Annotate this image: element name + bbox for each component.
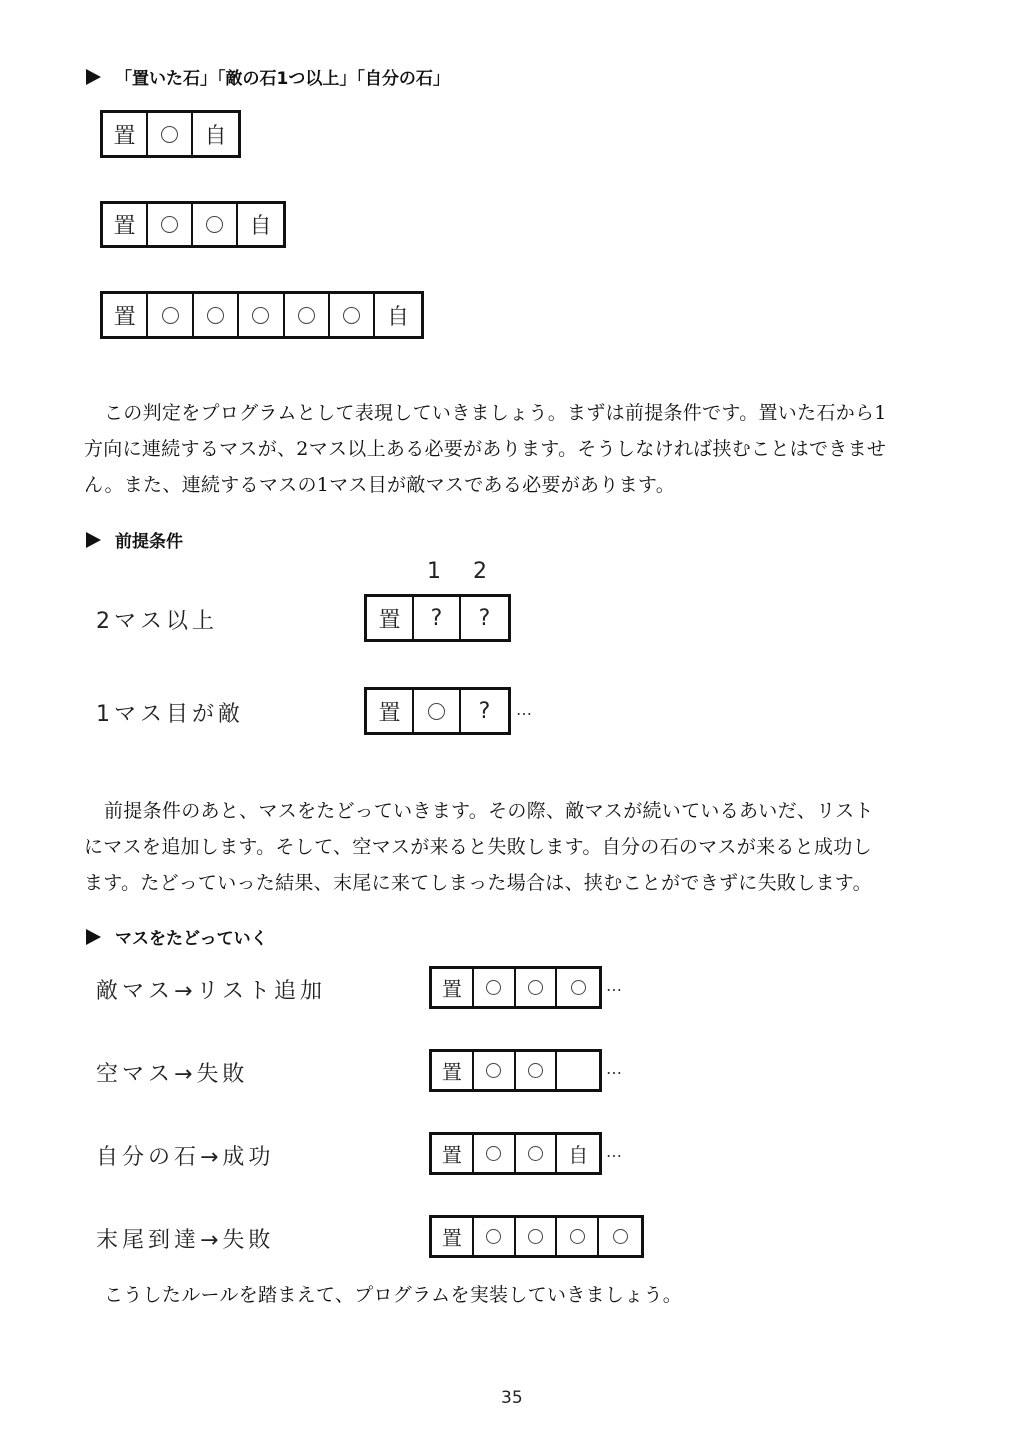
unknown-cell: ? [478,605,491,631]
placed-stone-cell: 置 [103,113,148,155]
traversal-label-enemy-add: 敵マス→リスト追加 [96,979,326,1004]
enemy-stone-icon [428,703,445,720]
enemy-stone-cell [474,1135,516,1172]
enemy-stone-cell [414,690,461,732]
enemy-stone-icon [162,307,179,324]
enemy-stone-cell [239,294,284,336]
paragraph-traversal-intro [84,793,944,901]
ellipsis: … [606,1142,623,1161]
enemy-stone-icon [206,216,223,233]
enemy-stone-cell [474,1052,516,1089]
section-heading-preconditions [86,527,183,552]
enemy-stone-cell [194,294,239,336]
enemy-stone-cell [148,294,193,336]
heading-text: 前提条件 [115,532,183,552]
enemy-stone-icon [161,126,178,143]
own-stone-cell: 自 [568,1143,589,1167]
enemy-stone-icon [528,1063,543,1078]
precondition-label-two-or-more: 2マス以上 [96,609,218,634]
traversal-label-empty-fail: 空マス→失敗 [96,1062,249,1087]
own-stone-cell: 自 [249,214,272,239]
enemy-stone-cell [148,204,193,245]
enemy-stone-icon [486,1146,501,1161]
traversal-board-own-success [429,1132,602,1175]
traversal-label-end-fail: 末尾到達→失敗 [96,1228,275,1253]
enemy-stone-cell [599,1218,641,1255]
enemy-stone-icon [161,216,178,233]
enemy-stone-cell [516,1135,558,1172]
enemy-stone-icon [343,307,360,324]
section-heading-stones [86,64,450,89]
paragraph-line: この判定をプログラムとして表現していきましょう。まずは前提条件です。置いた石から1 [104,402,887,424]
board-row-5-enemies [100,291,424,339]
traversal-board-end-fail [429,1215,644,1258]
empty-cell [557,1052,599,1089]
precondition-label-first-enemy: 1マス目が敵 [96,702,244,727]
unknown-cell: ? [478,698,491,724]
enemy-stone-icon [486,1063,501,1078]
ellipsis: … [606,1059,623,1078]
enemy-stone-icon [528,1146,543,1161]
closing-paragraph: こうしたルールを踏まえて、プログラムを実装していきましょう。 [104,1284,683,1306]
enemy-stone-icon [298,307,315,324]
enemy-stone-icon [528,980,543,995]
paragraph-line: ん。また、連続するマスの1マス目が敵マスである必要があります。 [84,474,676,496]
traversal-board-empty-fail [429,1049,602,1092]
placed-stone-cell: 置 [103,294,148,336]
enemy-stone-cell [330,294,375,336]
enemy-stone-icon [486,980,501,995]
placed-stone-cell: 置 [103,204,148,245]
enemy-stone-cell [516,1052,558,1089]
paragraph-preconditions-intro [84,395,944,503]
precondition-board-two-or-more [364,594,511,642]
paragraph-line: ます。たどっていった結果、末尾に来てしまった場合は、挟むことができずに失敗します。 [84,872,872,894]
placed-stone-cell: 置 [432,1052,474,1089]
triangle-bullet-icon [86,69,101,85]
placed-stone-cell: 置 [432,1135,474,1172]
enemy-stone-cell [474,1218,516,1255]
enemy-stone-cell [516,969,558,1006]
enemy-stone-icon [207,307,224,324]
column-number-2: 2 [473,559,487,584]
own-stone-cell: 自 [387,304,410,330]
enemy-stone-cell [557,1218,599,1255]
enemy-stone-icon [486,1229,501,1244]
paragraph-line: 前提条件のあと、マスをたどっていきます。その際、敵マスが続いているあいだ、リスト [104,800,874,822]
section-heading-traversal [86,924,268,949]
enemy-stone-icon [252,307,269,324]
column-number-1: 1 [427,559,441,584]
paragraph-line: にマスを追加します。そして、空マスが来ると失敗します。自分の石のマスが来ると成功し [84,836,872,858]
triangle-bullet-icon [86,532,101,548]
enemy-stone-icon [613,1229,628,1244]
heading-text: 「置いた石」「敵の石1つ以上」「自分の石」 [115,69,450,89]
placed-stone-cell: 置 [432,1218,474,1255]
enemy-stone-cell [285,294,330,336]
enemy-stone-icon [528,1229,543,1244]
board-row-1-enemy [100,110,241,158]
unknown-cell: ? [414,597,461,639]
traversal-board-enemy-add [429,966,602,1009]
enemy-stone-icon [570,1229,585,1244]
triangle-bullet-icon [86,929,101,945]
heading-text: マスをたどっていく [115,929,268,949]
ellipsis: … [516,700,533,719]
traversal-label-own-success: 自分の石→成功 [96,1145,275,1170]
placed-stone-cell: 置 [367,597,414,639]
enemy-stone-icon [571,980,586,995]
enemy-stone-cell [148,113,193,155]
enemy-stone-cell [193,204,238,245]
page-number: 35 [501,1388,523,1408]
placed-stone-cell: 置 [367,690,414,732]
enemy-stone-cell [557,969,599,1006]
paragraph-line: 方向に連続するマスが、2マス以上ある必要があります。そうしなければ挟むことはできませ [84,438,887,460]
ellipsis: … [606,976,623,995]
own-stone-cell: 自 [204,123,227,149]
precondition-board-first-enemy [364,687,511,735]
enemy-stone-cell [516,1218,558,1255]
enemy-stone-cell [474,969,516,1006]
board-row-2-enemies [100,201,286,248]
placed-stone-cell: 置 [432,969,474,1006]
